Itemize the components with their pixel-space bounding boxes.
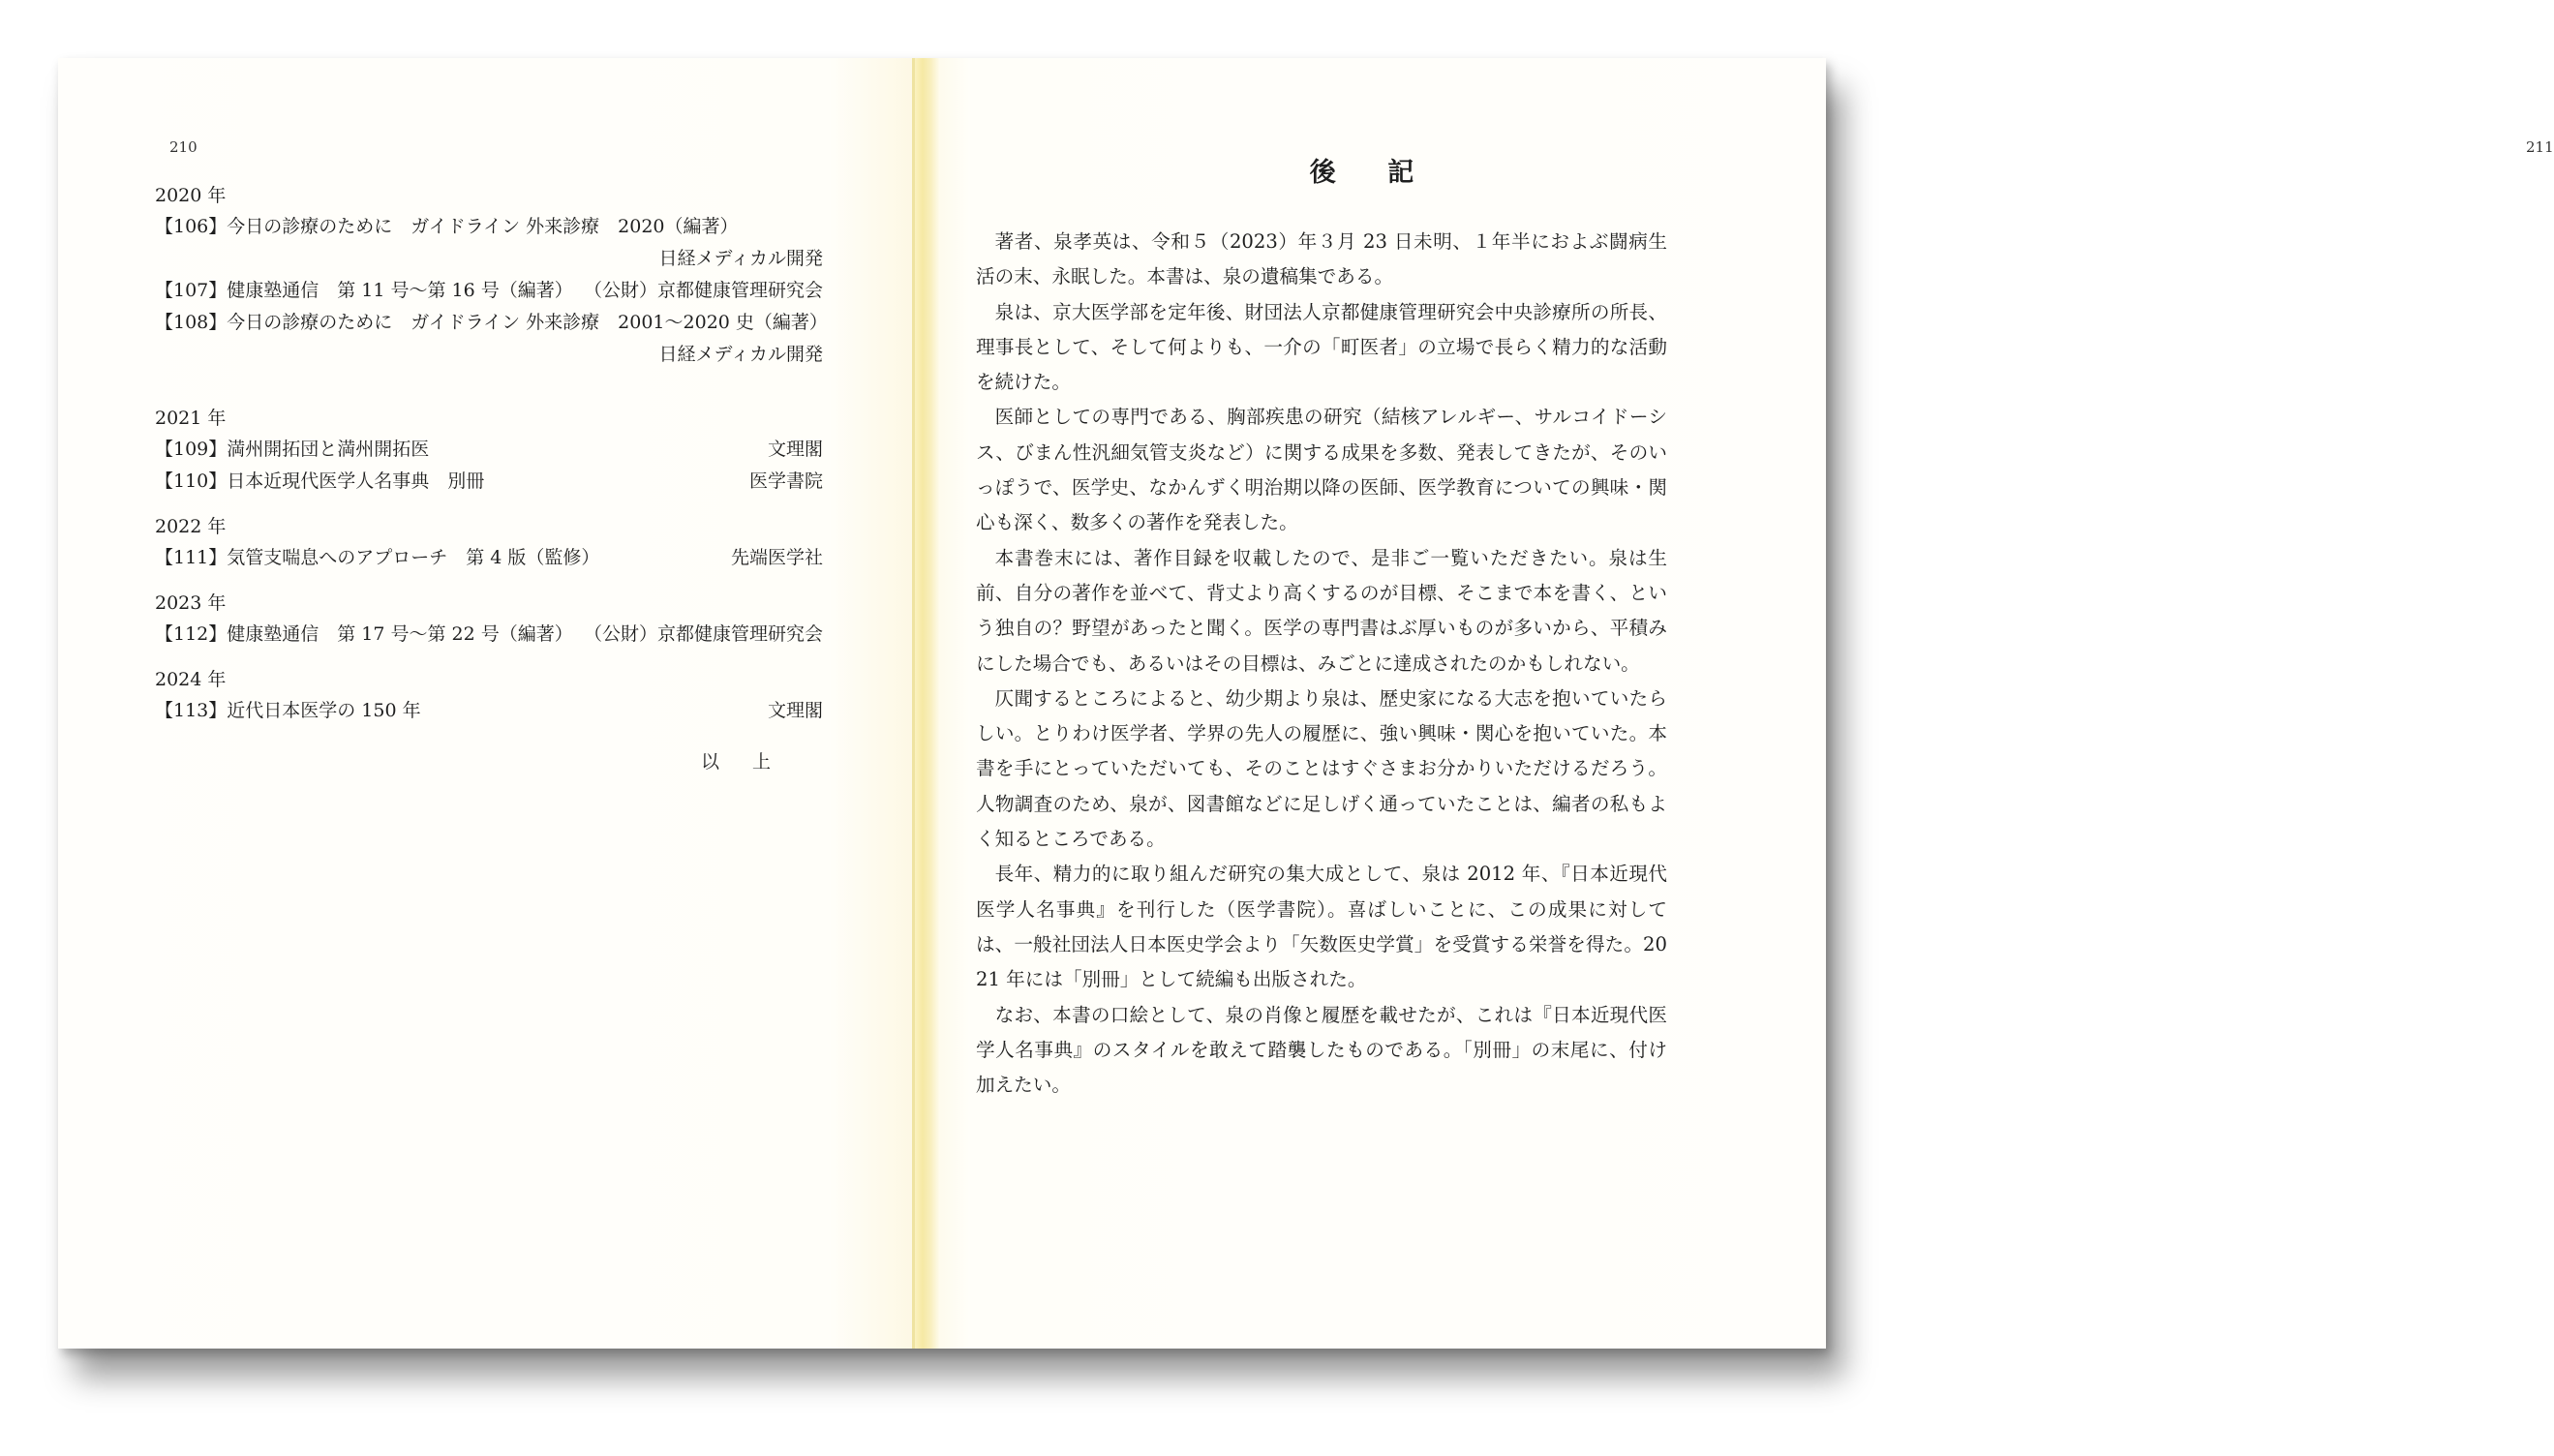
bibliography-entry [155, 434, 823, 466]
entry-publisher: （公財）京都健康管理研究会 [583, 623, 823, 645]
entry-publisher: 医学書院 [748, 470, 823, 492]
entry-title: 【111】気管支喘息へのアプローチ 第 4 版（監修） [155, 547, 600, 568]
entry-title: 【112】健康塾通信 第 17 号～第 22 号（編著） [155, 623, 573, 645]
afterword-paragraph: 医師としての専門である、胸部疾患の研究（結核アレルギー、サルコイドーシス、びまん性汎細気管支炎など）に関する成果を多数、発表してきたが、そのいっぽうで、医学史、なかんずく明治期以降の医師、医学教育についての興味・関心も深く、数多くの著作を発表した。 [976, 406, 1667, 534]
entry-title: 【107】健康塾通信 第 11 号～第 16 号（編著） [155, 280, 573, 301]
year-heading: 2020 年 [155, 185, 227, 206]
page-number-right: 211 [2526, 138, 2554, 156]
spacer [155, 651, 823, 664]
left-page [58, 58, 915, 1349]
bibliography-entry [155, 542, 823, 574]
afterword-paragraph: なお、本書の口絵として、泉の肖像と履歴を載せたが、これは『日本近現代医学人名事典』のスタイルを敢えて踏襲したものである。「別冊」の末尾に、付け加えたい。 [976, 1003, 1667, 1097]
spacer [155, 574, 823, 588]
entry-publisher: 先端医学社 [730, 547, 823, 568]
year-heading: 2022 年 [155, 516, 227, 537]
bibliography-entry [155, 275, 823, 307]
afterword-body [976, 225, 1667, 1103]
bibliography-entry [155, 466, 823, 498]
closing-mark: 以 上 [700, 751, 784, 773]
afterword-paragraph: 著者、泉孝英は、令和５（2023）年３月 23 日未明、１年半におよぶ闘病生活の末、永眠した。本書は、泉の遺稿集である。 [976, 230, 1667, 288]
afterword-paragraph: 泉は、京大医学部を定年後、財団法人京都健康管理研究会中央診療所の所長、理事長として、そして何よりも、一介の「町医者」の立場で長らく精力的な活動を続けた。 [976, 300, 1667, 394]
spacer [155, 371, 823, 403]
year-heading: 2023 年 [155, 592, 227, 614]
entry-publisher: 文理閣 [767, 439, 823, 460]
entry-publisher: 日経メディカル開発 [658, 248, 823, 269]
bibliography-entry [155, 211, 823, 243]
entry-title: 【109】満州開拓団と満州開拓医 [155, 439, 430, 460]
bibliography-list [155, 180, 828, 778]
entry-title: 【108】今日の診療のために ガイドライン 外来診療 2001～2020 史（編著） [155, 312, 828, 333]
entry-publisher: 文理閣 [767, 700, 823, 721]
afterword-heading: 後 記 [1309, 158, 1436, 188]
afterword-paragraph: 長年、精力的に取り組んだ研究の集大成として、泉は 2012 年、『日本近現代医学人名事典』を刊行した（医学書院）。喜ばしいことに、この成果に対しては、一般社団法人日本医史学会より「矢数医史学賞」を受賞する栄誉を得た。2021 年には「別冊」として続編も出版された。 [976, 863, 1667, 991]
page-number-left: 210 [169, 138, 198, 156]
year-heading: 2024 年 [155, 669, 227, 690]
bibliography-entry [155, 695, 823, 727]
bibliography-entry [155, 307, 828, 339]
entry-publisher: 日経メディカル開発 [658, 344, 823, 365]
afterword-paragraph: 本書巻末には、著作目録を収載したので、是非ご一覧いただきたい。泉は生前、自分の著作を並べて、背丈より高くするのが目標、そこまで本を書く、という独自の？野望があったと聞く。医学の専門書はぶ厚いものが多いから、平積みにした場合でも、あるいはその目標は、みごとに達成されたのかもしれない。 [976, 546, 1667, 675]
afterword-paragraph: 仄聞するところによると、幼少期より泉は、歴史家になる大志を抱いていたらしい。とりわけ医学者、学界の先人の履歴に、強い興味・関心を抱いていた。本書を手にとっていただいても、そのことはすぐさまお分かりいただけるだろう。人物調査のため、泉が、図書館などに足しげく通っていたことは、編者の私もよく知るところである。 [976, 686, 1667, 851]
book-gutter [915, 58, 940, 1349]
bibliography-entry [155, 619, 823, 651]
entry-title: 【113】近代日本医学の 150 年 [155, 700, 421, 721]
spacer [155, 498, 823, 511]
entry-publisher: （公財）京都健康管理研究会 [583, 280, 823, 301]
year-heading: 2021 年 [155, 408, 227, 429]
entry-title: 【110】日本近現代医学人名事典 別冊 [155, 470, 485, 492]
entry-title: 【106】今日の診療のために ガイドライン 外来診療 2020（編著） [155, 216, 739, 237]
